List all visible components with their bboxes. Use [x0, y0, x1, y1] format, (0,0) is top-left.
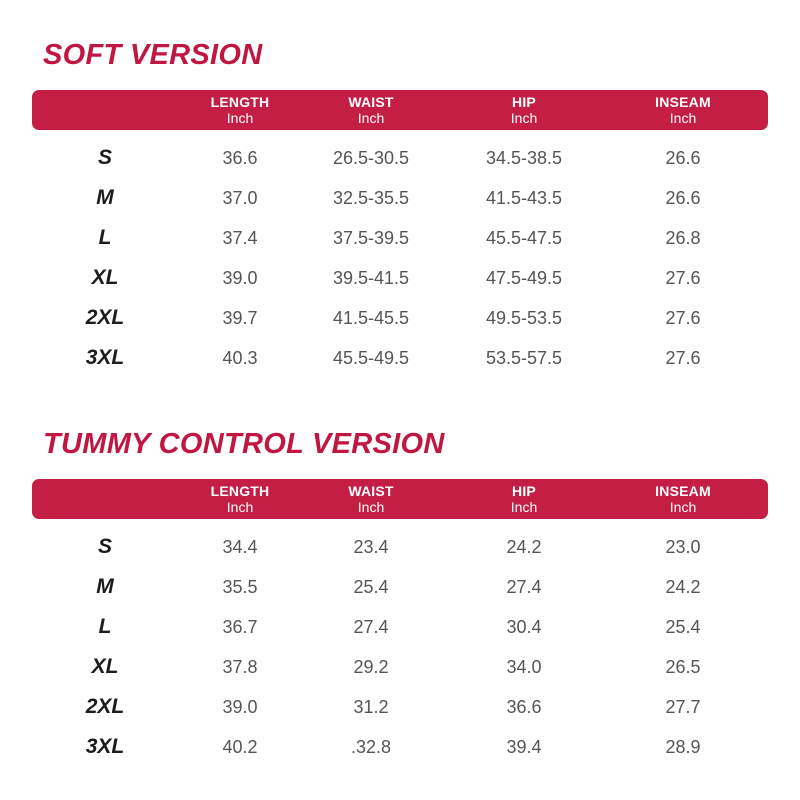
size-label: 2XL — [85, 695, 125, 718]
table-header — [32, 90, 768, 130]
table-row — [0, 258, 800, 298]
length-value: 36.7 — [222, 617, 258, 637]
inseam-value: 28.9 — [665, 737, 701, 757]
hip-value: 30.4 — [506, 617, 542, 637]
column-unit: Inch — [226, 499, 254, 515]
length-value: 40.2 — [222, 737, 258, 757]
column-header-hip — [454, 483, 594, 515]
column-unit: Inch — [226, 110, 254, 126]
column-unit: Inch — [669, 110, 697, 126]
waist-value: 32.5-35.5 — [332, 188, 410, 208]
hip-value: 39.4 — [506, 737, 542, 757]
hip-value: 24.2 — [506, 537, 542, 557]
inseam-value: 27.7 — [665, 697, 701, 717]
length-value: 37.0 — [222, 188, 258, 208]
length-value: 39.0 — [222, 697, 258, 717]
waist-value: 39.5-41.5 — [332, 268, 410, 288]
size-label: 2XL — [85, 306, 125, 329]
hip-value: 36.6 — [506, 697, 542, 717]
column-name: WAIST — [348, 483, 394, 499]
column-header-length — [170, 94, 310, 126]
length-value: 37.8 — [222, 657, 258, 677]
size-label: S — [97, 535, 112, 558]
waist-value: 23.4 — [353, 537, 389, 557]
column-unit: Inch — [669, 499, 697, 515]
table-row — [0, 178, 800, 218]
hip-value: 34.5-38.5 — [485, 148, 563, 168]
column-unit: Inch — [357, 499, 385, 515]
waist-value: 29.2 — [353, 657, 389, 677]
inseam-value: 23.0 — [665, 537, 701, 557]
table-row — [0, 727, 800, 767]
size-label: XL — [91, 655, 119, 678]
column-header-length — [170, 483, 310, 515]
size-label: L — [98, 615, 112, 638]
table-row — [0, 527, 800, 567]
length-value: 40.3 — [222, 348, 258, 368]
table-row — [0, 607, 800, 647]
inseam-value: 27.6 — [665, 308, 701, 328]
column-name: LENGTH — [210, 483, 270, 499]
inseam-value: 24.2 — [665, 577, 701, 597]
column-header-waist — [301, 94, 441, 126]
length-value: 39.0 — [222, 268, 258, 288]
inseam-value: 25.4 — [665, 617, 701, 637]
column-unit: Inch — [510, 110, 538, 126]
hip-value: 45.5-47.5 — [485, 228, 563, 248]
table-row — [0, 567, 800, 607]
table-row — [0, 218, 800, 258]
hip-value: 34.0 — [506, 657, 542, 677]
size-label: S — [97, 146, 112, 169]
column-header-inseam — [613, 483, 753, 515]
inseam-value: 26.6 — [665, 188, 701, 208]
size-label: XL — [91, 266, 119, 289]
column-name: WAIST — [348, 94, 394, 110]
size-label: M — [96, 186, 114, 209]
inseam-value: 27.6 — [665, 268, 701, 288]
waist-value: 41.5-45.5 — [332, 308, 410, 328]
column-name: HIP — [512, 483, 536, 499]
table-row — [0, 338, 800, 378]
waist-value: 37.5-39.5 — [332, 228, 410, 248]
column-unit: Inch — [357, 110, 385, 126]
column-name: INSEAM — [655, 483, 711, 499]
waist-value: 27.4 — [353, 617, 389, 637]
length-value: 37.4 — [222, 228, 258, 248]
table-row — [0, 298, 800, 338]
waist-value: 26.5-30.5 — [332, 148, 410, 168]
column-name: HIP — [512, 94, 536, 110]
section-title: SOFT VERSION — [43, 39, 263, 71]
waist-value: 25.4 — [353, 577, 389, 597]
length-value: 34.4 — [222, 537, 258, 557]
size-label: M — [96, 575, 114, 598]
hip-value: 47.5-49.5 — [485, 268, 563, 288]
hip-value: 49.5-53.5 — [485, 308, 563, 328]
table-header — [32, 479, 768, 519]
column-name: INSEAM — [655, 94, 711, 110]
column-name: LENGTH — [210, 94, 270, 110]
size-label: L — [98, 226, 112, 249]
column-header-waist — [301, 483, 441, 515]
waist-value: .32.8 — [350, 737, 392, 757]
inseam-value: 26.5 — [665, 657, 701, 677]
length-value: 39.7 — [222, 308, 258, 328]
waist-value: 31.2 — [353, 697, 389, 717]
section-title: TUMMY CONTROL VERSION — [43, 428, 445, 460]
table-row — [0, 687, 800, 727]
inseam-value: 27.6 — [665, 348, 701, 368]
column-unit: Inch — [510, 499, 538, 515]
column-header-inseam — [613, 94, 753, 126]
inseam-value: 26.6 — [665, 148, 701, 168]
hip-value: 27.4 — [506, 577, 542, 597]
length-value: 36.6 — [222, 148, 258, 168]
column-header-hip — [454, 94, 594, 126]
waist-value: 45.5-49.5 — [332, 348, 410, 368]
hip-value: 53.5-57.5 — [485, 348, 563, 368]
table-body — [0, 138, 800, 378]
size-label: 3XL — [85, 346, 125, 369]
size-label: 3XL — [85, 735, 125, 758]
length-value: 35.5 — [222, 577, 258, 597]
table-body — [0, 527, 800, 767]
inseam-value: 26.8 — [665, 228, 701, 248]
hip-value: 41.5-43.5 — [485, 188, 563, 208]
table-row — [0, 138, 800, 178]
table-row — [0, 647, 800, 687]
